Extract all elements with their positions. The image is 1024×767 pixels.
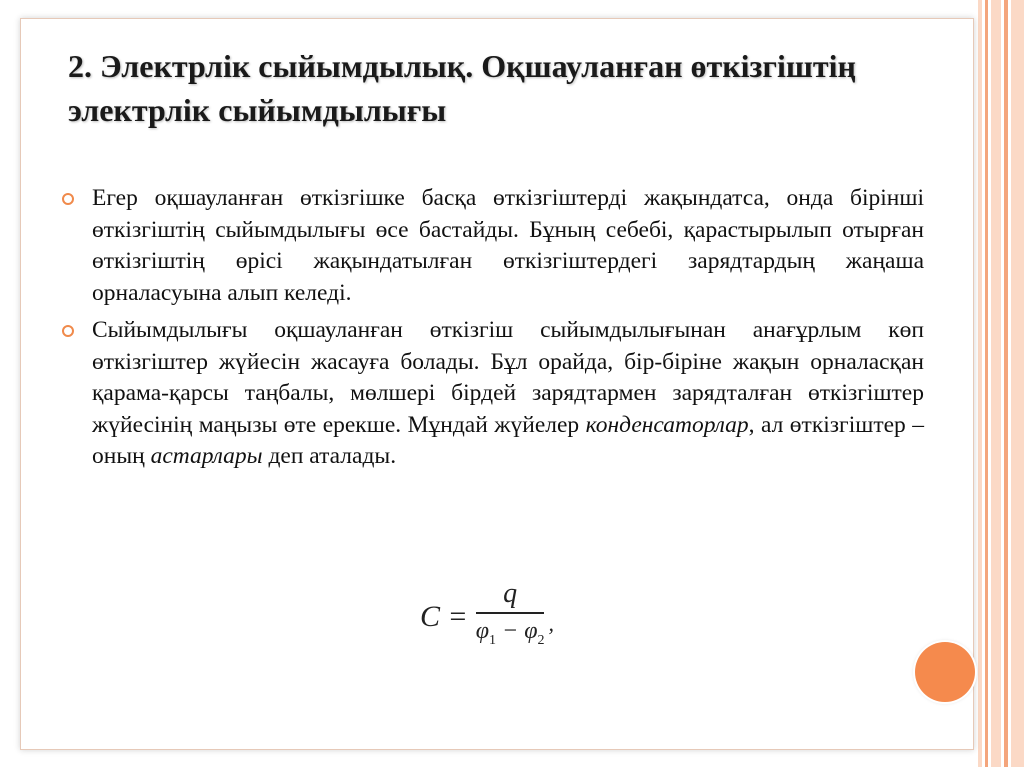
bullet-text-part: деп аталады. xyxy=(262,443,397,469)
capacitance-formula xyxy=(420,572,554,662)
bullet-text-part: Сыйымдылығы оқшауланған өткізгіш сыйымдылығынан анағұрлым көп өткізгіштер жүйесін жасауға болады. Бұл орайда, бір-біріне жақын орналасқан қарама-қарсы таңбалы, мөлшері бірдей зарядтармен зарядталған өткізгіштер жүйесінің маңызы өте ерекше. Мұндай жүйелер xyxy=(92,317,924,438)
slide-title: 2. Электрлік сыйымдылық. Оқшауланған өткізгіштің электрлік сыйымдылығы xyxy=(68,48,856,128)
phi-symbol: φ xyxy=(524,618,538,645)
bullet-item xyxy=(62,315,924,473)
stripe-decoration xyxy=(991,0,1001,767)
bullet-text-part: , ал өткізгіштер – оның xyxy=(92,411,925,469)
term-plates: астарлары xyxy=(150,443,263,469)
bullet-circle-icon xyxy=(62,193,74,205)
bullet-text xyxy=(92,315,924,473)
stripe-decoration xyxy=(1011,0,1024,767)
bullet-list xyxy=(62,183,924,479)
formula-lhs: C = xyxy=(420,600,468,633)
formula-fraction xyxy=(476,578,545,656)
bullet-item xyxy=(62,183,924,309)
stripe-decoration xyxy=(985,0,988,767)
formula-comma: , xyxy=(548,611,555,636)
bullet-circle-icon xyxy=(62,325,74,337)
minus-sign: − xyxy=(496,618,525,645)
stripe-decoration xyxy=(978,0,982,767)
subscript: 1 xyxy=(489,632,497,648)
phi-symbol: φ xyxy=(475,618,490,645)
stripe-decoration xyxy=(1004,0,1008,767)
formula-denominator xyxy=(476,616,545,656)
subscript: 2 xyxy=(537,632,545,648)
formula-numerator: q xyxy=(503,578,518,610)
term-capacitors: конденсаторлар xyxy=(585,411,749,438)
decorative-circle xyxy=(915,642,975,702)
bullet-text: Егер оқшауланған өткізгішке басқа өткізгіштерді жақындатса, онда бірінші өткізгіштің сыйымдылығы өсе бастайды. Бұның себебі, қарастырылып отырған өткізгіштің өрісі жақындатылған өткізгіштердегі зарядтардың жаңаша орналасуына алып келеді. xyxy=(92,185,924,306)
fraction-bar xyxy=(476,612,544,614)
